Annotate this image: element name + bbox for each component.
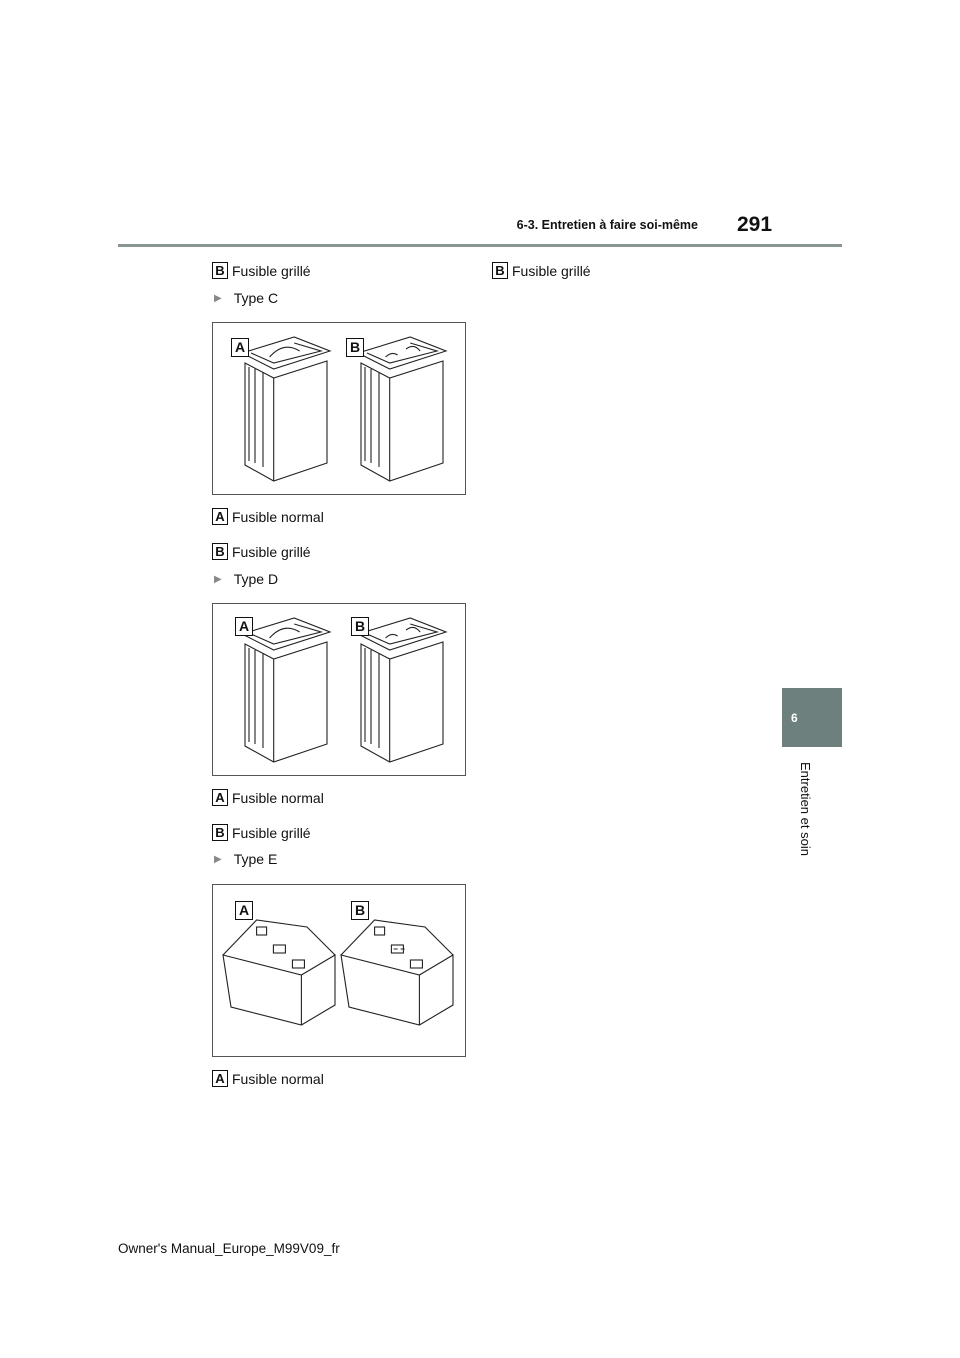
- header-divider: [118, 244, 842, 247]
- type-label: Type C: [233, 290, 279, 306]
- type-heading: [214, 571, 278, 587]
- type-heading: [214, 851, 277, 867]
- fuse-illustration: [213, 323, 467, 496]
- legend-text: Fusible grillé: [512, 262, 591, 279]
- legend-item: [212, 824, 311, 841]
- key-a: A: [212, 508, 228, 525]
- key-b: B: [212, 543, 228, 560]
- blown-fuse: [358, 618, 446, 762]
- figure-label-b: B: [351, 617, 369, 636]
- chapter-tab[interactable]: [782, 688, 842, 747]
- key-b: B: [212, 824, 228, 841]
- footer-text: Owner's Manual_Europe_M99V09_fr: [118, 1241, 340, 1256]
- fuse-figure-type-d: [212, 603, 466, 776]
- bullet-triangle-icon: ▶: [214, 573, 222, 585]
- type-heading: [214, 290, 278, 306]
- legend-text: Fusible normal: [232, 508, 324, 525]
- legend-item: [212, 1070, 324, 1087]
- legend-item: [212, 508, 324, 525]
- legend-text: Fusible grillé: [232, 824, 311, 841]
- figure-label-b: B: [346, 338, 364, 357]
- chapter-number: 6: [791, 711, 798, 725]
- page-number: 291: [737, 213, 773, 236]
- section-title: 6-3. Entretien à faire soi-même: [516, 218, 698, 232]
- fuse-figure-type-c: [212, 322, 466, 495]
- legend-item: [212, 262, 311, 279]
- chapter-title-text: Entretien et soin: [798, 762, 813, 856]
- key-b: B: [492, 262, 508, 279]
- blown-fuse: [341, 920, 453, 1025]
- legend-text: Fusible normal: [232, 789, 324, 806]
- legend-text: Fusible grillé: [232, 543, 311, 560]
- key-a: A: [212, 789, 228, 806]
- figure-label-b: B: [351, 901, 369, 920]
- figure-label-a: A: [235, 617, 253, 636]
- normal-fuse: [223, 920, 335, 1025]
- blown-fuse: [358, 337, 446, 481]
- legend-item: [212, 789, 324, 806]
- key-b: B: [212, 262, 228, 279]
- bullet-triangle-icon: ▶: [214, 853, 222, 865]
- normal-fuse: [242, 337, 330, 481]
- normal-fuse: [242, 618, 330, 762]
- type-label: Type E: [233, 851, 278, 867]
- legend-text: Fusible normal: [232, 1070, 324, 1087]
- fuse-figure-type-e: [212, 884, 466, 1057]
- chapter-title: [770, 762, 830, 862]
- figure-label-a: A: [235, 901, 253, 920]
- type-label: Type D: [233, 571, 279, 587]
- legend-item: [212, 543, 311, 560]
- legend-item: [492, 262, 591, 279]
- key-a: A: [212, 1070, 228, 1087]
- legend-text: Fusible grillé: [232, 262, 311, 279]
- bullet-triangle-icon: ▶: [214, 292, 222, 304]
- figure-label-a: A: [231, 338, 249, 357]
